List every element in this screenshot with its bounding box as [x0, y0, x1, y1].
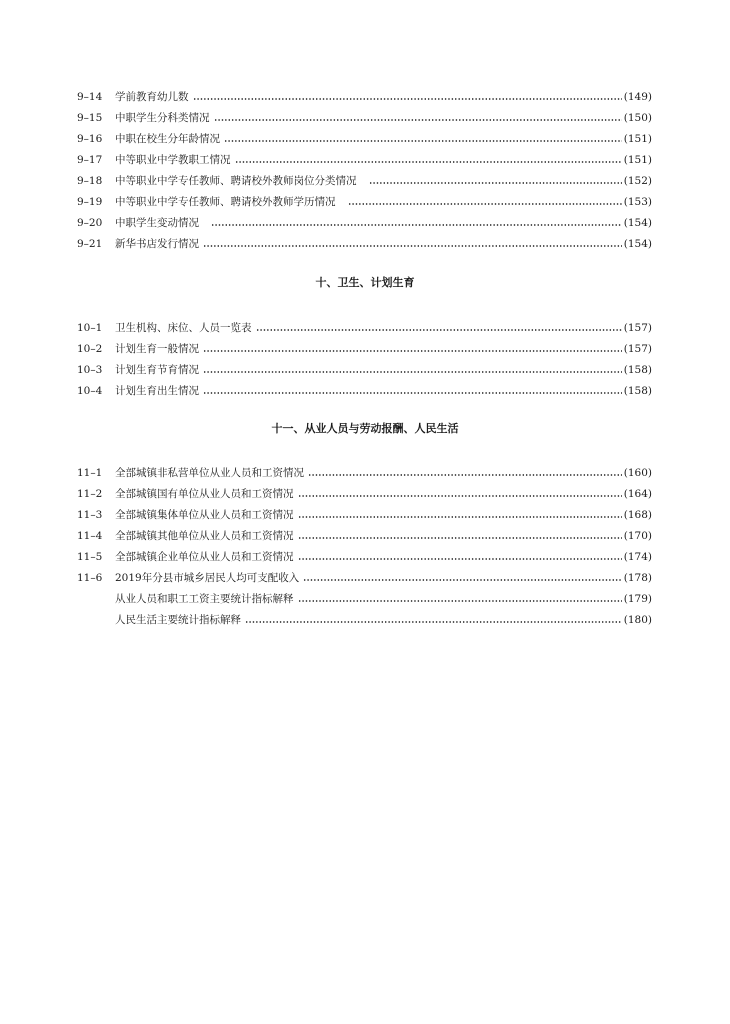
toc-entry[interactable]: [77, 188, 652, 209]
toc-entry[interactable]: [77, 585, 652, 606]
entry-page: (179): [623, 593, 652, 605]
entry-page: (154): [623, 238, 652, 250]
toc-entry[interactable]: [77, 167, 652, 188]
entry-page: (158): [623, 385, 652, 397]
dot-leader: [298, 515, 622, 519]
toc-entry[interactable]: [77, 209, 652, 230]
entry-number: 11–2: [77, 488, 103, 500]
toc-entry[interactable]: [77, 564, 652, 585]
entry-page: (152): [623, 175, 652, 187]
entry-number: 10–2: [77, 343, 103, 355]
dot-leader: [203, 391, 622, 395]
dot-leader: [214, 118, 622, 122]
toc-entry[interactable]: [77, 480, 652, 501]
entry-title: 中等职业中学专任教师、聘请校外教师岗位分类情况: [115, 175, 357, 187]
entry-page: (160): [623, 467, 652, 479]
entry-title: 中等职业中学专任教师、聘请校外教师学历情况: [115, 196, 336, 208]
entry-title: 全部城镇其他单位从业人员和工资情况: [115, 530, 294, 542]
section-heading: 十、卫生、计划生育: [315, 276, 415, 289]
entry-number: 10–4: [77, 385, 103, 397]
entry-number: 9–21: [77, 238, 103, 250]
entry-title: 人民生活主要统计指标解释: [115, 614, 241, 626]
entry-number: 9–20: [77, 217, 103, 229]
toc-entry[interactable]: [77, 522, 652, 543]
entry-number: 9–16: [77, 133, 103, 145]
entry-page: (157): [623, 343, 652, 355]
entry-number: 11–5: [77, 551, 103, 563]
toc-entry[interactable]: [77, 125, 652, 146]
entry-title: 新华书店发行情况: [115, 238, 199, 250]
dot-leader: [256, 328, 622, 332]
dot-leader: [235, 160, 622, 164]
entry-number: 9–19: [77, 196, 103, 208]
dot-leader: [298, 599, 622, 603]
entry-title: 从业人员和职工工资主要统计指标解释: [115, 593, 294, 605]
entry-page: (168): [623, 509, 652, 521]
entry-page: (151): [623, 133, 652, 145]
toc-entry[interactable]: [77, 543, 652, 564]
entry-number: 11–4: [77, 530, 103, 542]
toc-entry[interactable]: [77, 606, 652, 627]
entry-number: 11–3: [77, 509, 103, 521]
toc-section-11: [77, 459, 652, 627]
toc-section-10: [77, 314, 652, 398]
dot-leader: [193, 97, 622, 101]
toc-entry[interactable]: [77, 83, 652, 104]
entry-title: 全部城镇企业单位从业人员和工资情况: [115, 551, 294, 563]
toc-entry[interactable]: [77, 377, 652, 398]
entry-page: (157): [623, 322, 652, 334]
dot-leader: [298, 494, 622, 498]
entry-page: (174): [623, 551, 652, 563]
dot-leader: [369, 181, 622, 185]
entry-title: 学前教育幼儿数: [115, 91, 189, 103]
dot-leader: [245, 620, 622, 624]
entry-title: 计划生育一般情况: [115, 343, 199, 355]
toc-entry[interactable]: [77, 501, 652, 522]
toc-entry[interactable]: [77, 459, 652, 480]
entry-number: 10–1: [77, 322, 103, 334]
toc-entry[interactable]: [77, 230, 652, 251]
entry-title: 全部城镇国有单位从业人员和工资情况: [115, 488, 294, 500]
toc-entry[interactable]: [77, 314, 652, 335]
entry-number: 11–6: [77, 572, 103, 584]
dot-leader: [303, 578, 622, 582]
entry-page: (153): [623, 196, 652, 208]
entry-title: 卫生机构、床位、人员一览表: [115, 322, 252, 334]
dot-leader: [308, 473, 622, 477]
entry-title: 中职学生变动情况: [115, 217, 199, 229]
entry-page: (154): [623, 217, 652, 229]
entry-page: (170): [623, 530, 652, 542]
entry-title: 计划生育出生情况: [115, 385, 199, 397]
dot-leader: [203, 370, 622, 374]
entry-title: 中职学生分科类情况: [115, 112, 210, 124]
entry-page: (150): [623, 112, 652, 124]
dot-leader: [211, 223, 622, 227]
entry-title: 全部城镇非私营单位从业人员和工资情况: [115, 467, 304, 479]
entry-number: 9–17: [77, 154, 103, 166]
entry-page: (180): [623, 614, 652, 626]
entry-title: 中职在校生分年龄情况: [115, 133, 220, 145]
entry-number: 9–14: [77, 91, 103, 103]
entry-page: (178): [623, 572, 652, 584]
toc-entry[interactable]: [77, 335, 652, 356]
entry-page: (164): [623, 488, 652, 500]
entry-title: 中等职业中学教职工情况: [115, 154, 231, 166]
dot-leader: [298, 536, 622, 540]
entry-number: 9–15: [77, 112, 103, 124]
entry-page: (149): [623, 91, 652, 103]
toc-entry[interactable]: [77, 104, 652, 125]
entry-number: 10–3: [77, 364, 103, 376]
entry-title: 全部城镇集体单位从业人员和工资情况: [115, 509, 294, 521]
toc-entry[interactable]: [77, 356, 652, 377]
entry-number: 11–1: [77, 467, 103, 479]
dot-leader: [298, 557, 622, 561]
dot-leader: [224, 139, 622, 143]
entry-page: (158): [623, 364, 652, 376]
entry-title: 2019年分县市城乡居民人均可支配收入: [115, 572, 300, 584]
entry-title: 计划生育节育情况: [115, 364, 199, 376]
section-heading: 十一、从业人员与劳动报酬、人民生活: [271, 422, 459, 435]
entry-page: (151): [623, 154, 652, 166]
toc-entry[interactable]: [77, 146, 652, 167]
dot-leader: [203, 244, 622, 248]
dot-leader: [348, 202, 622, 206]
dot-leader: [203, 349, 622, 353]
entry-number: 9–18: [77, 175, 103, 187]
toc-section-9: [77, 83, 652, 251]
